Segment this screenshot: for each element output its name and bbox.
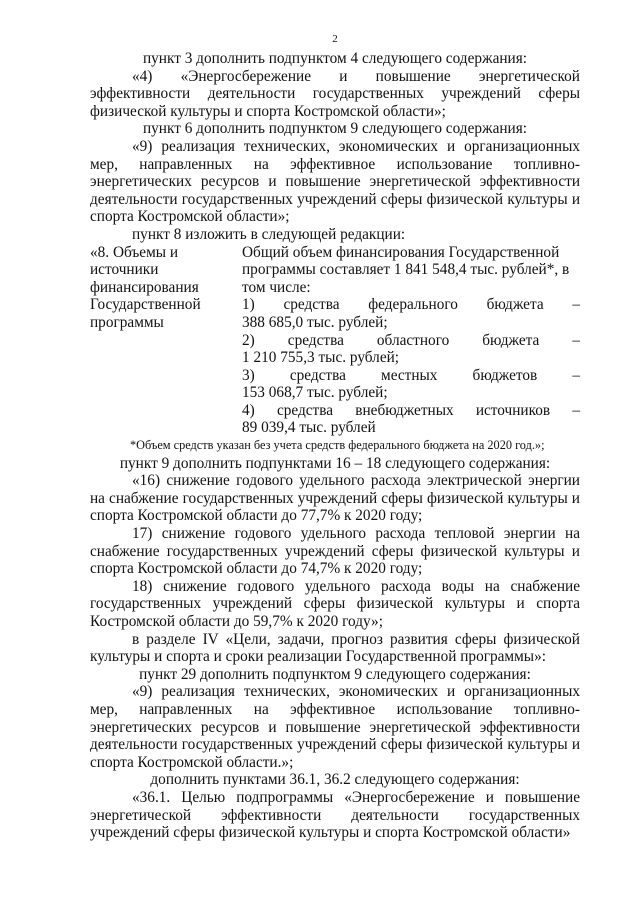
paragraph-point-36-1: «36.1. Целью подпрограммы «Энергосбережение и повышение энергетической эффективности деятельности государственных учреждений сферы физической культуры и спорта Костромской области» <box>90 788 580 842</box>
document-body <box>90 50 580 842</box>
financing-amount-federal: 388 685,0 тыс. рублей; <box>242 313 388 331</box>
financing-footnote: *Объем средств указан без учета средств федерального бюджета на 2020 год.»; <box>130 438 545 453</box>
financing-amount-local: 153 068,7 тыс. рублей; <box>242 384 388 402</box>
financing-item-regional: 2) средства областного бюджета – <box>242 331 580 349</box>
paragraph-subpoint-9-section-iv: «9) реализация технических, экономических и организационных мер, направленных на эффективное использование топливно-энергетических ресурсов и повышение энергетической эффективности деятельности государственных учреждений сферы физической культуры и спорта Костромской области.»; <box>90 683 580 771</box>
paragraph-amend-point-8: пункт 8 изложить в следующей редакции: <box>132 225 406 243</box>
financing-item-local: 3) средства местных бюджетов – <box>242 366 580 384</box>
financing-total: Общий объем финансирования Государственной программы составляет 1 841 548,4 тыс. рублей*, в том числе: <box>242 243 570 296</box>
financing-amount-regional: 1 210 755,3 тыс. рублей; <box>242 349 400 367</box>
paragraph-section-iv: в разделе IV «Цели, задачи, прогноз развития сферы физической культуры и спорта и сроки реализации Государственной программы»: <box>90 630 580 666</box>
financing-label-line: программы <box>90 313 164 331</box>
financing-item-extrabudgetary: 4) средства внебюджетных источников – <box>242 401 580 419</box>
paragraph-subpoint-18: 18) снижение годового удельного расхода воды на снабжение государственных учреждений сферы физической культуры и спорта Костромской области до 59,7% к 2020 году»; <box>90 577 580 630</box>
paragraph-amend-point-6: пункт 6 дополнить подпунктом 9 следующего содержания: <box>142 120 528 138</box>
paragraph-subpoint-4: «4) «Энергосбережение и повышение энергетической эффективности деятельности государственных учреждений сферы физической культуры и спорта Костромской области»; <box>90 67 580 120</box>
financing-label-line: финансирования <box>90 278 199 296</box>
financing-value-cell <box>242 244 580 438</box>
financing-amount-extrabudgetary: 89 039,4 тыс. рублей <box>242 419 376 437</box>
financing-label-line: источники <box>90 261 159 279</box>
page-number: 2 <box>332 33 338 45</box>
paragraph-add-points-36: дополнить пунктами 36.1, 36.2 следующего содержания: <box>150 771 520 789</box>
financing-label-line: «8. Объемы и <box>90 243 179 261</box>
paragraph-subpoint-17: 17) снижение годового удельного расхода тепловой энергии на снабжение государственных учреждений сферы физической культуры и спорта Костромской области до 74,7% к 2020 году; <box>90 525 580 578</box>
financing-item-federal: 1) средства федерального бюджета – <box>242 296 580 314</box>
financing-label-cell <box>90 244 242 438</box>
paragraph-subpoint-16: «16) снижение годового удельного расхода электрической энергии на снабжение государственных учреждений сферы физической культуры и спорта Костромской области до 77,7% к 2020 году; <box>90 472 580 525</box>
paragraph-amend-point-29: пункт 29 дополнить подпунктом 9 следующего содержания: <box>139 665 531 683</box>
financing-label-line: Государственной <box>90 296 201 314</box>
paragraph-amend-point-9: пункт 9 дополнить подпунктами 16 – 18 следующего содержания: <box>119 454 551 472</box>
paragraph-amend-point-3: пункт 3 дополнить подпунктом 4 следующего содержания: <box>142 50 528 67</box>
paragraph-subpoint-9: «9) реализация технических, экономических и организационных мер, направленных на эффективное использование топливно-энергетических ресурсов и повышение энергетической эффективности деятельности государственных учреждений сферы физической культуры и спорта Костромской области»; <box>90 137 580 226</box>
financing-table <box>90 244 580 438</box>
